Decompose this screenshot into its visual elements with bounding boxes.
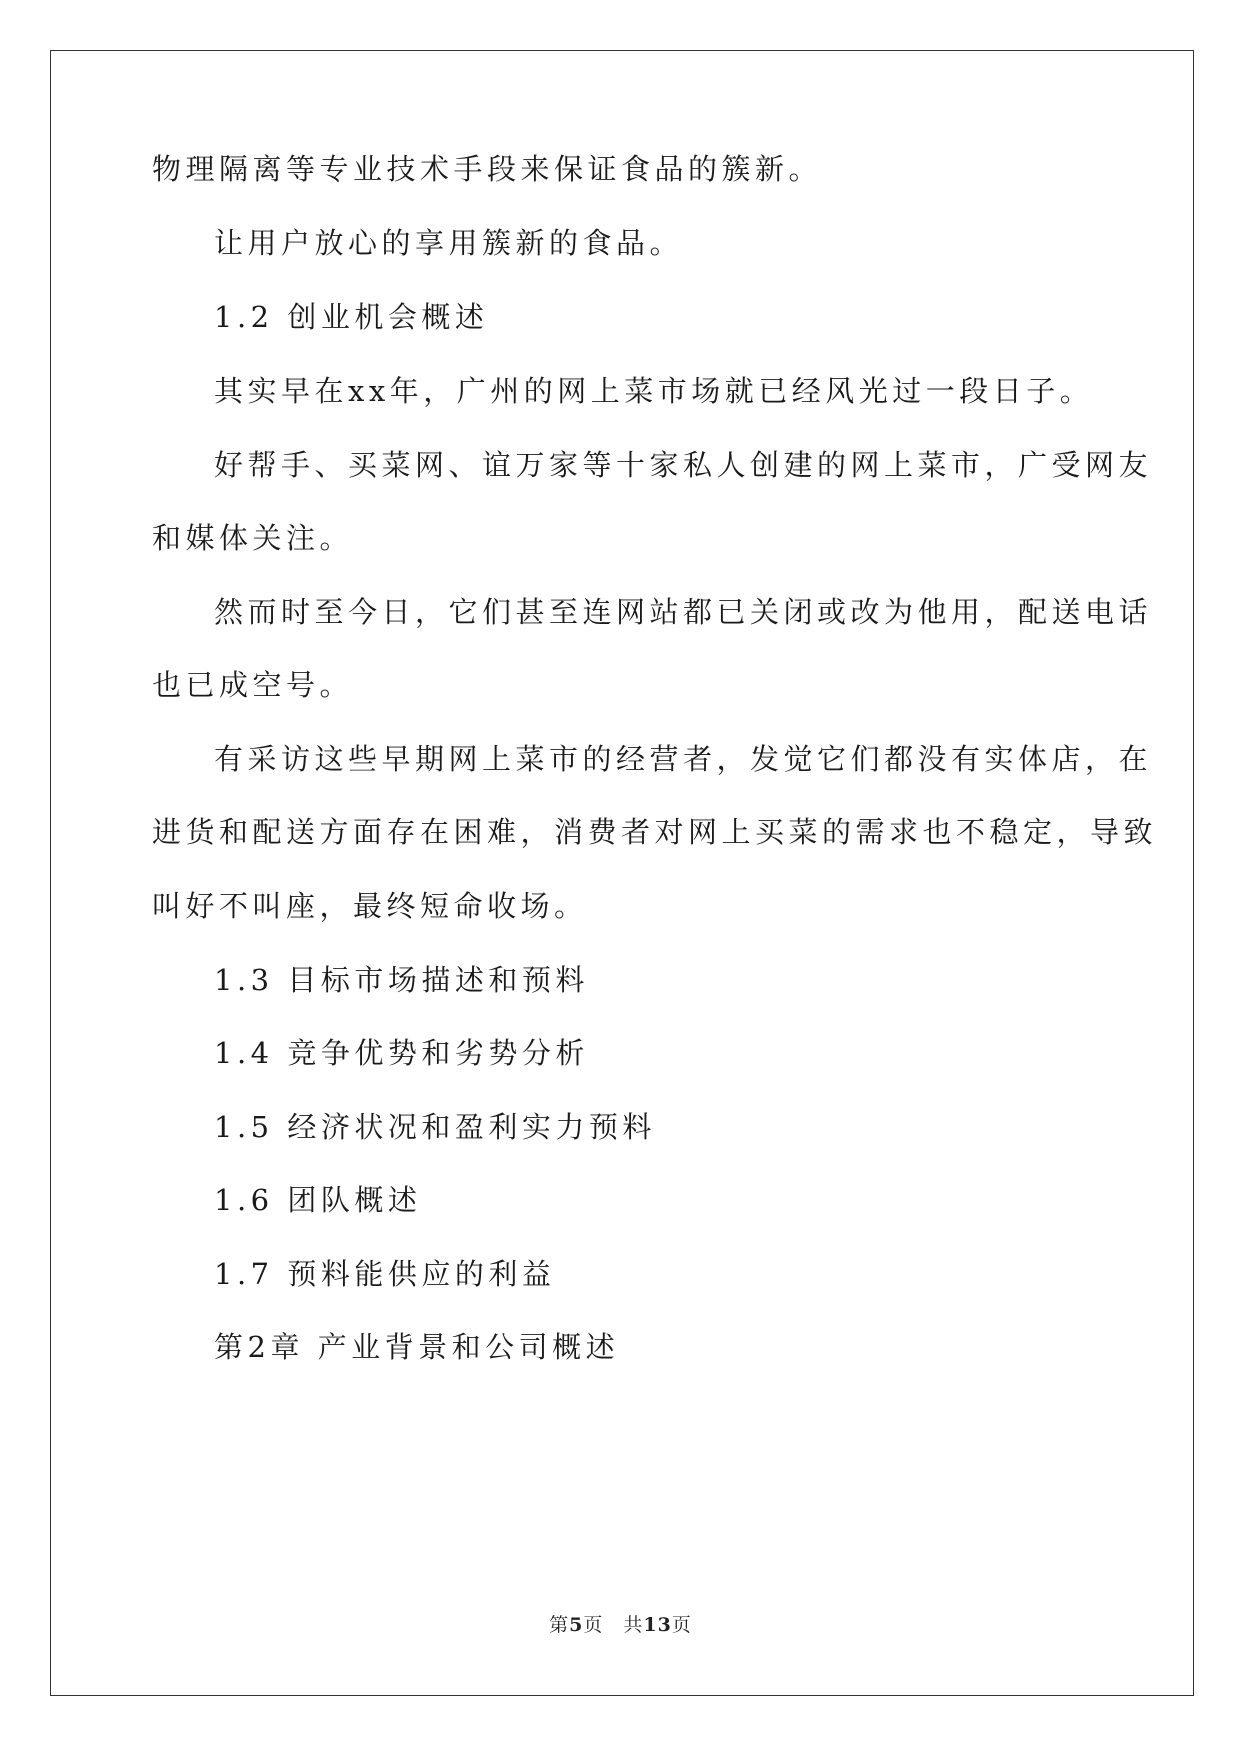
chapter-heading-2: 第2章 产业背景和公司概述	[214, 1330, 620, 1364]
current-page-number: 5	[569, 1614, 584, 1636]
paragraph-line-1: 物理隔离等专业技术手段来保证食品的簇新。	[152, 152, 823, 186]
section-heading-1-4: 1.4 竞争优势和劣势分析	[214, 1036, 589, 1070]
section-heading-1-7: 1.7 预料能供应的利益	[214, 1257, 556, 1291]
section-heading-1-2: 1.2 创业机会概述	[214, 300, 489, 334]
paragraph-line-5: 和媒体关注。	[152, 521, 354, 555]
section-heading-1-3: 1.3 目标市场描述和预料	[214, 963, 589, 997]
paragraph-line-10: 叫好不叫座，最终短命收场。	[152, 889, 588, 923]
paragraph-line-8: 有采访这些早期网上菜市的经营者，发觉它们都没有实体店，在	[214, 742, 1153, 776]
paragraph-line-9: 进货和配送方面存在困难，消费者对网上买菜的需求也不稳定，导致	[152, 815, 1158, 849]
footer-prefix: 第	[549, 1614, 570, 1636]
footer-suffix: 页	[671, 1614, 692, 1636]
section-heading-1-6: 1.6 团队概述	[214, 1183, 422, 1217]
footer-mid: 页 共	[583, 1614, 644, 1636]
paragraph-line-4: 好帮手、买菜网、谊万家等十家私人创建的网上菜市，广受网友	[214, 448, 1153, 482]
page-border	[50, 50, 1194, 1696]
paragraph-line-2: 让用户放心的享用簇新的食品。	[214, 226, 684, 260]
paragraph-line-7: 也已成空号。	[152, 668, 354, 702]
paragraph-line-6: 然而时至今日，它们甚至连网站都已关闭或改为他用，配送电话	[214, 595, 1153, 629]
total-page-count: 13	[643, 1614, 672, 1636]
section-heading-1-5: 1.5 经济状况和盈利实力预料	[214, 1110, 656, 1144]
page-footer	[0, 1610, 1241, 1637]
paragraph-line-3: 其实早在xx年，广州的网上菜市场就已经风光过一段日子。	[214, 374, 1094, 408]
